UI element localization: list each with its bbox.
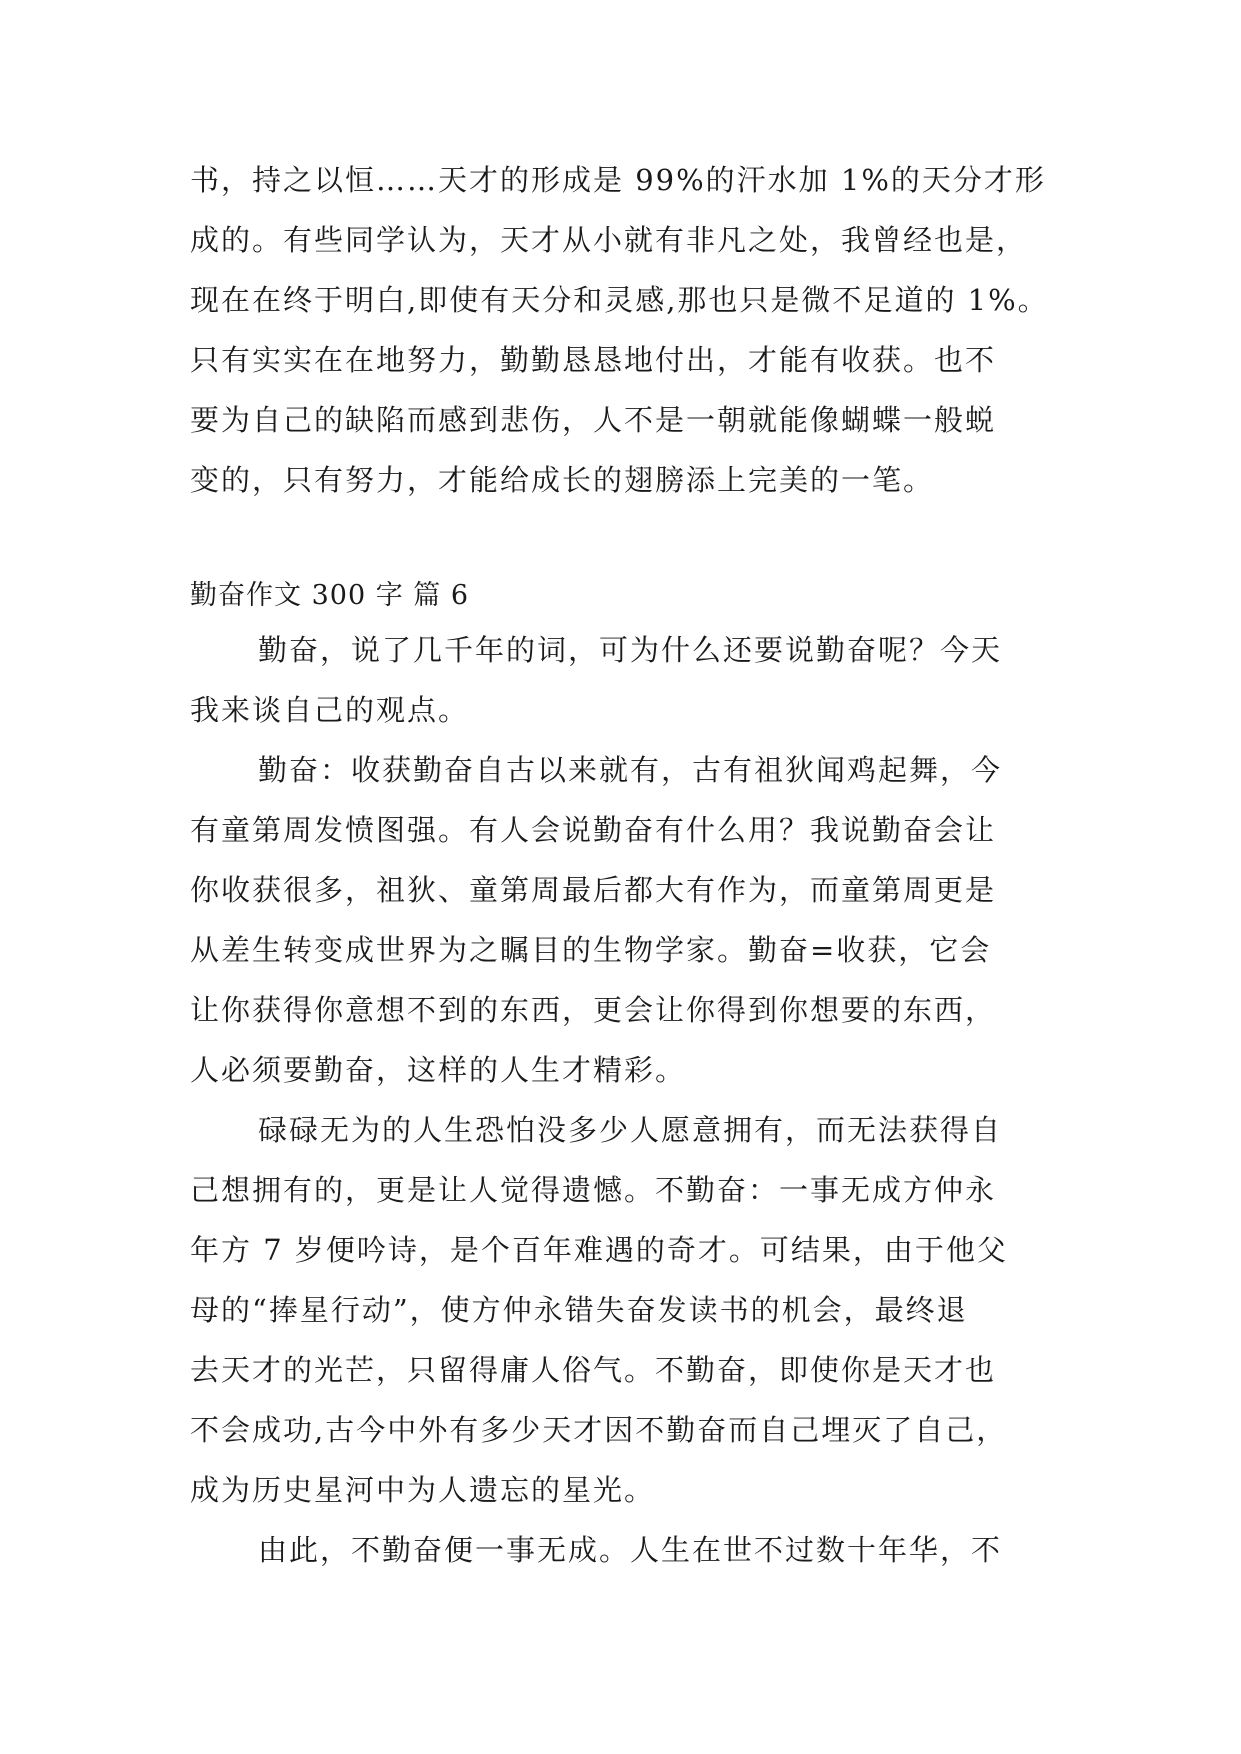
text-line: 只有实实在在地努力，勤勤恳恳地付出，才能有收获。也不 (190, 343, 997, 377)
paragraph-continued (190, 150, 1070, 510)
text-line: 你收获很多，祖狄、童第周最后都大有作为，而童第周更是 (190, 873, 997, 907)
text-line: 不会成功,古今中外有多少天才因不勤奋而自己埋灭了自己， (190, 1413, 1008, 1447)
text-line: 让你获得你意想不到的东西，更会让你得到你想要的东西， (190, 993, 997, 1027)
text-line: 母的“捧星行动”，使方仲永错失奋发读书的机会，最终退 (190, 1293, 968, 1327)
text-line: 变的，只有努力，才能给成长的翅膀添上完美的一笔。 (190, 463, 935, 497)
text-line: 有童第周发愤图强。有人会说勤奋有什么用？我说勤奋会让 (190, 813, 997, 847)
text-line: 要为自己的缺陷而感到悲伤，人不是一朝就能像蝴蝶一般蜕 (190, 403, 997, 437)
text-line: 成为历史星河中为人遗忘的星光。 (190, 1473, 656, 1507)
text-line: 年方 7 岁便吟诗，是个百年难遇的奇才。可结果，由于他父 (190, 1233, 1008, 1267)
text-line: 现在在终于明白,即使有天分和灵感,那也只是微不足道的 1%。 (190, 283, 1049, 317)
text-line: 由此，不勤奋便一事无成。人生在世不过数十年华，不 (258, 1533, 1003, 1567)
text-line: 书，持之以恒……天才的形成是 99%的汗水加 1%的天分才形 (190, 163, 1046, 197)
essay-body (190, 620, 1070, 1580)
text-line: 碌碌无为的人生恐怕没多少人愿意拥有，而无法获得自 (258, 1113, 1003, 1147)
text-line: 从差生转变成世界为之瞩目的生物学家。勤奋=收获，它会 (190, 933, 992, 967)
text-line: 去天才的光芒，只留得庸人俗气。不勤奋，即使你是天才也 (190, 1353, 997, 1387)
text-line: 己想拥有的，更是让人觉得遗憾。不勤奋：一事无成方仲永 (190, 1173, 997, 1207)
text-line: 人必须要勤奋，这样的人生才精彩。 (190, 1053, 687, 1087)
text-line: 我来谈自己的观点。 (190, 693, 470, 727)
text-line: 成的。有些同学认为，天才从小就有非凡之处，我曾经也是， (190, 223, 1028, 257)
text-line: 勤奋，说了几千年的词，可为什么还要说勤奋呢？今天 (258, 633, 1003, 667)
section-heading: 勤奋作文 300 字 篇 6 (190, 580, 470, 611)
text-line: 勤奋：收获勤奋自古以来就有，古有祖狄闻鸡起舞，今 (258, 753, 1003, 787)
